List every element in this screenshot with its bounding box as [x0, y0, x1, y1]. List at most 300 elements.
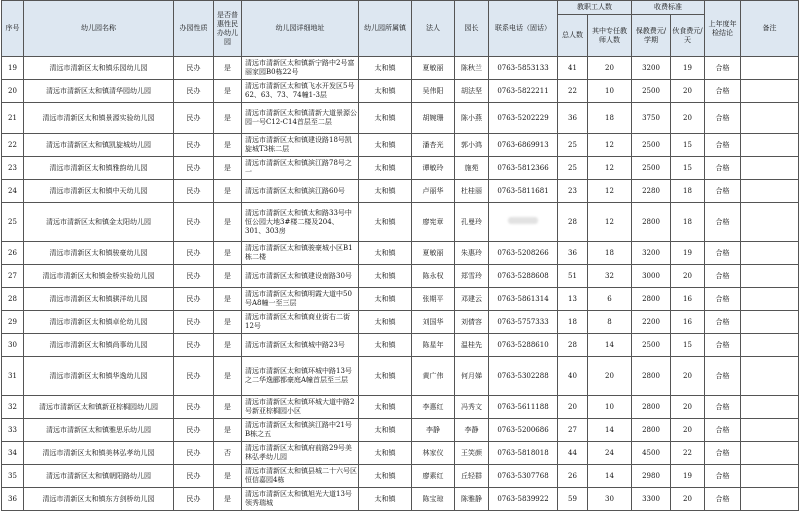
cell-remarks [741, 80, 799, 103]
table-row [2, 80, 799, 103]
cell-town: 太和镇 [359, 265, 412, 288]
cell-staff-total: 20 [558, 396, 588, 419]
cell-remarks [741, 311, 799, 334]
cell-phone: 0763-5839922 [489, 488, 558, 511]
cell-phone: 0763-5200686 [489, 419, 558, 442]
cell-staff-total: 26 [558, 465, 588, 488]
cell-remarks [741, 334, 799, 357]
cell-seq: 20 [2, 80, 24, 103]
header-name: 幼儿园名称 [24, 1, 174, 57]
cell-principal: 陈小燕 [455, 103, 489, 134]
table-row [2, 242, 799, 265]
cell-staff-total: 36 [558, 103, 588, 134]
cell-principal: 朱惠玲 [455, 242, 489, 265]
cell-legal: 廖素红 [412, 465, 455, 488]
cell-principal: 王笑颜 [455, 442, 489, 465]
cell-address: 清远市清新区太和镇滨江路78号之一 [242, 157, 359, 180]
cell-seq: 28 [2, 288, 24, 311]
cell-nature: 民办 [174, 334, 214, 357]
cell-staff-total: 59 [558, 488, 588, 511]
cell-staff-total: 25 [558, 134, 588, 157]
table-row [2, 134, 799, 157]
header-phone: 联系电话（固话） [489, 1, 558, 57]
cell-annual: 合格 [705, 288, 741, 311]
table-row [2, 265, 799, 288]
cell-staff-teachers: 6 [588, 288, 632, 311]
cell-seq: 19 [2, 57, 24, 80]
cell-phone: 0763-5302288 [489, 357, 558, 396]
cell-nature: 民办 [174, 203, 214, 242]
cell-seq: 23 [2, 157, 24, 180]
cell-address: 清远市清新区太和镇太和路33号中恒公园大地3#楼二楼及204、301、303房 [242, 203, 359, 242]
cell-name: 清远市清新区太和镇金太阳幼儿园 [24, 203, 174, 242]
cell-staff-total: 22 [558, 80, 588, 103]
cell-address: 清远市清新区太和镇滨江路60号 [242, 180, 359, 203]
cell-name: 清远市清新区太和镇骐洋幼儿园 [24, 288, 174, 311]
cell-staff-teachers: 12 [588, 134, 632, 157]
cell-fee-care: 2200 [632, 311, 671, 334]
cell-fee-meal: 18 [671, 203, 705, 242]
cell-legal: 林家仪 [412, 442, 455, 465]
cell-name: 清远市清新区太和镇美林弘孝幼儿园 [24, 442, 174, 465]
cell-town: 太和镇 [359, 288, 412, 311]
cell-nature: 民办 [174, 157, 214, 180]
header-staff: 教职工人数 [558, 1, 632, 15]
cell-seq: 34 [2, 442, 24, 465]
cell-phone: 0763-5818018 [489, 442, 558, 465]
cell-name: 清远市清新区太和镇金桥实验幼儿园 [24, 265, 174, 288]
cell-address: 清远市清新区太和镇新宁路中2号富丽家园B0栋22号 [242, 57, 359, 80]
cell-staff-teachers: 12 [588, 203, 632, 242]
cell-staff-total: 28 [558, 334, 588, 357]
header-staff-teachers: 其中专任教师人数 [588, 15, 632, 57]
cell-phone: 0763-5307768 [489, 465, 558, 488]
header-address: 幼儿园详细地址 [242, 1, 359, 57]
cell-remarks [741, 442, 799, 465]
cell-name: 清远市清新区太和镇东方剑桥幼儿园 [24, 488, 174, 511]
cell-nature: 民办 [174, 311, 214, 334]
cell-town: 太和镇 [359, 396, 412, 419]
cell-staff-total: 41 [558, 57, 588, 80]
cell-seq: 35 [2, 465, 24, 488]
cell-annual: 合格 [705, 103, 741, 134]
cell-staff-teachers: 14 [588, 419, 632, 442]
cell-fee-care: 2800 [632, 288, 671, 311]
cell-fee-meal: 20 [671, 80, 705, 103]
cell-remarks [741, 157, 799, 180]
cell-nature: 民办 [174, 103, 214, 134]
cell-inclusive: 是 [214, 134, 242, 157]
cell-principal: 陈秋兰 [455, 57, 489, 80]
cell-fee-meal: 22 [671, 442, 705, 465]
cell-principal: 邓建云 [455, 288, 489, 311]
cell-staff-total: 44 [558, 442, 588, 465]
header-fee-meal: 伙食费元/天 [671, 15, 705, 57]
cell-town: 太和镇 [359, 242, 412, 265]
cell-fee-meal: 15 [671, 334, 705, 357]
cell-annual: 合格 [705, 311, 741, 334]
cell-nature: 民办 [174, 488, 214, 511]
cell-name: 清远市清新区太和镇雅思乐幼儿园 [24, 419, 174, 442]
cell-nature: 民办 [174, 442, 214, 465]
cell-remarks [741, 180, 799, 203]
cell-legal: 潘杏光 [412, 134, 455, 157]
cell-legal: 陈宝琼 [412, 488, 455, 511]
cell-remarks [741, 103, 799, 134]
cell-remarks [741, 357, 799, 396]
cell-inclusive: 是 [214, 57, 242, 80]
cell-principal: 胡法坚 [455, 80, 489, 103]
cell-inclusive: 是 [214, 357, 242, 396]
cell-seq: 29 [2, 311, 24, 334]
cell-inclusive: 是 [214, 103, 242, 134]
cell-nature: 民办 [174, 265, 214, 288]
cell-name: 清远市清新区太和镇中天幼儿园 [24, 180, 174, 203]
cell-remarks [741, 396, 799, 419]
cell-town: 太和镇 [359, 80, 412, 103]
cell-legal: 廖宪章 [412, 203, 455, 242]
cell-nature: 民办 [174, 465, 214, 488]
cell-phone: 0763-5812366 [489, 157, 558, 180]
cell-fee-meal: 16 [671, 311, 705, 334]
cell-principal: 温桂先 [455, 334, 489, 357]
cell-inclusive: 是 [214, 80, 242, 103]
cell-inclusive: 是 [214, 419, 242, 442]
table-row [2, 357, 799, 396]
cell-fee-meal: 20 [671, 103, 705, 134]
cell-inclusive: 是 [214, 488, 242, 511]
cell-nature: 民办 [174, 288, 214, 311]
table-row [2, 311, 799, 334]
cell-staff-total: 25 [558, 157, 588, 180]
cell-staff-teachers: 12 [588, 180, 632, 203]
header-seq: 序号 [2, 1, 24, 57]
cell-seq: 31 [2, 357, 24, 396]
cell-fee-meal: 20 [671, 488, 705, 511]
cell-phone: 0763-5811681 [489, 180, 558, 203]
cell-principal: 何月娣 [455, 357, 489, 396]
cell-annual: 合格 [705, 419, 741, 442]
cell-town: 太和镇 [359, 134, 412, 157]
cell-remarks [741, 57, 799, 80]
header-staff-total: 总人数 [558, 15, 588, 57]
cell-fee-meal: 19 [671, 242, 705, 265]
cell-phone: 0763-5822211 [489, 80, 558, 103]
cell-staff-teachers: 24 [588, 442, 632, 465]
cell-legal: 谭敏玲 [412, 157, 455, 180]
redacted-phone [508, 217, 538, 224]
cell-legal: 吴伟阳 [412, 80, 455, 103]
cell-name: 清远市清新区太和镇骏豪幼儿园 [24, 242, 174, 265]
cell-name: 清远市清新区太和镇华逸幼儿园 [24, 357, 174, 396]
cell-address: 清远市清新区太和镇滨江路中21号B栋之五 [242, 419, 359, 442]
cell-staff-teachers: 32 [588, 265, 632, 288]
header-fee-care: 保教费元/学期 [632, 15, 671, 57]
cell-fee-care: 2500 [632, 134, 671, 157]
table-row [2, 103, 799, 134]
cell-inclusive: 是 [214, 465, 242, 488]
cell-annual: 合格 [705, 265, 741, 288]
cell-remarks [741, 265, 799, 288]
cell-town: 太和镇 [359, 419, 412, 442]
cell-principal: 丘轻群 [455, 465, 489, 488]
cell-legal: 黄广伟 [412, 357, 455, 396]
cell-remarks [741, 288, 799, 311]
cell-staff-teachers: 30 [588, 488, 632, 511]
cell-staff-total: 27 [558, 419, 588, 442]
header-town: 幼儿园所属镇 [359, 1, 412, 57]
cell-staff-teachers: 10 [588, 80, 632, 103]
cell-name: 清远市清新区太和镇景源实验幼儿园 [24, 103, 174, 134]
cell-inclusive: 是 [214, 396, 242, 419]
cell-fee-meal: 15 [671, 134, 705, 157]
cell-annual: 合格 [705, 80, 741, 103]
cell-fee-meal: 20 [671, 419, 705, 442]
table-row [2, 419, 799, 442]
cell-town: 太和镇 [359, 180, 412, 203]
cell-seq: 25 [2, 203, 24, 242]
cell-annual: 合格 [705, 242, 741, 265]
cell-seq: 26 [2, 242, 24, 265]
cell-staff-total: 28 [558, 203, 588, 242]
cell-inclusive: 是 [214, 265, 242, 288]
cell-name: 清远市清新区太和镇尚事幼儿园 [24, 334, 174, 357]
header-remarks: 备注 [741, 1, 799, 57]
cell-staff-teachers: 12 [588, 157, 632, 180]
cell-fee-meal: 20 [671, 265, 705, 288]
cell-address: 清远市清新区太和镇府前路29号美林弘孝幼儿园 [242, 442, 359, 465]
cell-inclusive: 是 [214, 311, 242, 334]
cell-legal: 夏敏丽 [412, 57, 455, 80]
cell-principal: 刘倩容 [455, 311, 489, 334]
cell-fee-care: 2800 [632, 396, 671, 419]
cell-remarks [741, 465, 799, 488]
cell-principal: 冯秀文 [455, 396, 489, 419]
cell-inclusive: 是 [214, 334, 242, 357]
cell-phone: 0763-5202229 [489, 103, 558, 134]
cell-fee-care: 4500 [632, 442, 671, 465]
cell-name: 清远市清新区太和镇雅韵幼儿园 [24, 157, 174, 180]
cell-fee-care: 3200 [632, 57, 671, 80]
cell-inclusive: 否 [214, 442, 242, 465]
cell-seq: 36 [2, 488, 24, 511]
cell-address: 清远市清新区太和镇建设南路30号 [242, 265, 359, 288]
cell-fee-care: 3200 [632, 242, 671, 265]
cell-fee-care: 2500 [632, 157, 671, 180]
cell-inclusive: 是 [214, 242, 242, 265]
cell-staff-teachers: 8 [588, 311, 632, 334]
cell-principal: 孔曼玲 [455, 203, 489, 242]
cell-annual: 合格 [705, 57, 741, 80]
cell-phone: 0763-5208266 [489, 242, 558, 265]
cell-phone [489, 203, 558, 242]
cell-address: 清远市清新区太和镇清新大道景源公园一号C12-C14首层至二层 [242, 103, 359, 134]
cell-address: 清远市清新区太和镇旭光大道13号领秀瑞城 [242, 488, 359, 511]
cell-legal: 夏敏丽 [412, 242, 455, 265]
cell-principal: 陈雅静 [455, 488, 489, 511]
cell-seq: 22 [2, 134, 24, 157]
cell-address: 清远市清新区太和镇环城大道中路2号新亚棕榈园小区 [242, 396, 359, 419]
cell-name: 清远市清新区太和镇乐园幼儿园 [24, 57, 174, 80]
cell-town: 太和镇 [359, 357, 412, 396]
cell-staff-teachers: 20 [588, 57, 632, 80]
table-row [2, 203, 799, 242]
cell-principal: 郑雪玲 [455, 265, 489, 288]
cell-address: 清远市清新区太和镇城中路23号 [242, 334, 359, 357]
cell-address: 清远市清新区太和镇商业街右二街12号 [242, 311, 359, 334]
cell-nature: 民办 [174, 357, 214, 396]
cell-staff-total: 40 [558, 357, 588, 396]
cell-name: 清远市清新区太和镇凯旋城幼儿园 [24, 134, 174, 157]
cell-fee-meal: 20 [671, 357, 705, 396]
cell-phone: 0763-5611188 [489, 396, 558, 419]
cell-address: 清远市清新区太和镇骏豪城小区B1栋二楼 [242, 242, 359, 265]
header-inclusive: 是否普惠性民办幼儿园 [214, 1, 242, 57]
cell-fee-meal: 16 [671, 288, 705, 311]
cell-legal: 李静 [412, 419, 455, 442]
cell-legal: 胡婉珊 [412, 103, 455, 134]
cell-annual: 合格 [705, 203, 741, 242]
cell-fee-meal: 20 [671, 396, 705, 419]
cell-seq: 21 [2, 103, 24, 134]
cell-inclusive: 是 [214, 288, 242, 311]
cell-principal: 李静 [455, 419, 489, 442]
table-row [2, 288, 799, 311]
cell-fee-care: 2500 [632, 334, 671, 357]
cell-staff-total: 13 [558, 288, 588, 311]
header-annual: 上年度年检结论 [705, 1, 741, 57]
cell-name: 清远市清新区太和镇卓伦幼儿园 [24, 311, 174, 334]
cell-nature: 民办 [174, 419, 214, 442]
cell-staff-teachers: 10 [588, 396, 632, 419]
header-nature: 办园性质 [174, 1, 214, 57]
cell-phone: 0763-5853133 [489, 57, 558, 80]
cell-principal: 施苑 [455, 157, 489, 180]
cell-phone: 0763-5757333 [489, 311, 558, 334]
cell-remarks [741, 488, 799, 511]
cell-fee-care: 2280 [632, 180, 671, 203]
cell-name: 清远市清新区太和镇朝阳路幼儿园 [24, 465, 174, 488]
cell-fee-care: 2800 [632, 203, 671, 242]
cell-staff-teachers: 18 [588, 242, 632, 265]
cell-address: 清远市清新区太和镇明霞大道中50号A8幢一至三层 [242, 288, 359, 311]
cell-town: 太和镇 [359, 57, 412, 80]
cell-nature: 民办 [174, 180, 214, 203]
cell-inclusive: 是 [214, 180, 242, 203]
cell-seq: 24 [2, 180, 24, 203]
cell-annual: 合格 [705, 442, 741, 465]
cell-staff-teachers: 18 [588, 103, 632, 134]
cell-fee-care: 3750 [632, 103, 671, 134]
cell-remarks [741, 203, 799, 242]
cell-legal: 刘国华 [412, 311, 455, 334]
cell-inclusive: 是 [214, 157, 242, 180]
cell-fee-meal: 19 [671, 57, 705, 80]
cell-address: 清远市清新区太和镇环城中路13号之二华逸郦都豪庭A幢首层至三层 [242, 357, 359, 396]
cell-nature: 民办 [174, 80, 214, 103]
cell-annual: 合格 [705, 334, 741, 357]
table-row [2, 180, 799, 203]
cell-annual: 合格 [705, 357, 741, 396]
cell-town: 太和镇 [359, 488, 412, 511]
cell-staff-total: 23 [558, 180, 588, 203]
cell-staff-total: 36 [558, 242, 588, 265]
cell-legal: 张期平 [412, 288, 455, 311]
cell-fee-care: 2500 [632, 80, 671, 103]
cell-nature: 民办 [174, 134, 214, 157]
cell-annual: 合格 [705, 134, 741, 157]
header-fees: 收费标准 [632, 1, 705, 15]
cell-annual: 合格 [705, 180, 741, 203]
cell-remarks [741, 134, 799, 157]
table-row [2, 396, 799, 419]
cell-inclusive: 是 [214, 203, 242, 242]
kindergarten-table [1, 0, 799, 511]
cell-legal: 卢丽华 [412, 180, 455, 203]
cell-phone: 0763-5288610 [489, 334, 558, 357]
cell-remarks [741, 242, 799, 265]
cell-legal: 李惠红 [412, 396, 455, 419]
cell-annual: 合格 [705, 157, 741, 180]
cell-name: 清远市清新区太和镇新亚棕榈园幼儿园 [24, 396, 174, 419]
cell-name: 清远市清新区太和镇清华园幼儿园 [24, 80, 174, 103]
cell-seq: 30 [2, 334, 24, 357]
cell-annual: 合格 [705, 396, 741, 419]
cell-legal: 陈星年 [412, 334, 455, 357]
cell-fee-care: 2800 [632, 419, 671, 442]
cell-nature: 民办 [174, 396, 214, 419]
cell-fee-care: 3000 [632, 265, 671, 288]
header-principal: 园长 [455, 1, 489, 57]
cell-fee-care: 2980 [632, 465, 671, 488]
cell-fee-care: 3300 [632, 488, 671, 511]
cell-seq: 32 [2, 396, 24, 419]
cell-fee-meal: 18 [671, 180, 705, 203]
cell-annual: 合格 [705, 488, 741, 511]
cell-phone: 0763-5288608 [489, 265, 558, 288]
table-row [2, 57, 799, 80]
cell-address: 清远市清新区太和镇建设路18号凯旋城T3栋二层 [242, 134, 359, 157]
cell-principal: 杜桂丽 [455, 180, 489, 203]
cell-town: 太和镇 [359, 442, 412, 465]
cell-address: 清远市清新区太和镇县城二十六号区恒信嘉园4栋 [242, 465, 359, 488]
cell-legal: 陈永权 [412, 265, 455, 288]
cell-principal: 郭小鸿 [455, 134, 489, 157]
header-legal: 法人 [412, 1, 455, 57]
cell-seq: 27 [2, 265, 24, 288]
cell-annual: 合格 [705, 465, 741, 488]
table-row [2, 334, 799, 357]
table-row [2, 465, 799, 488]
cell-seq: 33 [2, 419, 24, 442]
table-row [2, 488, 799, 511]
cell-staff-teachers: 14 [588, 465, 632, 488]
cell-town: 太和镇 [359, 334, 412, 357]
cell-phone: 0763-5861314 [489, 288, 558, 311]
cell-nature: 民办 [174, 242, 214, 265]
cell-nature: 民办 [174, 57, 214, 80]
cell-town: 太和镇 [359, 157, 412, 180]
cell-town: 太和镇 [359, 203, 412, 242]
table-row [2, 157, 799, 180]
cell-staff-teachers: 14 [588, 334, 632, 357]
cell-fee-meal: 19 [671, 465, 705, 488]
cell-remarks [741, 419, 799, 442]
cell-town: 太和镇 [359, 465, 412, 488]
cell-fee-meal: 15 [671, 157, 705, 180]
table-row [2, 442, 799, 465]
cell-address: 清远市清新区太和镇飞水开发区5号62、63、73、74幢1-3层 [242, 80, 359, 103]
